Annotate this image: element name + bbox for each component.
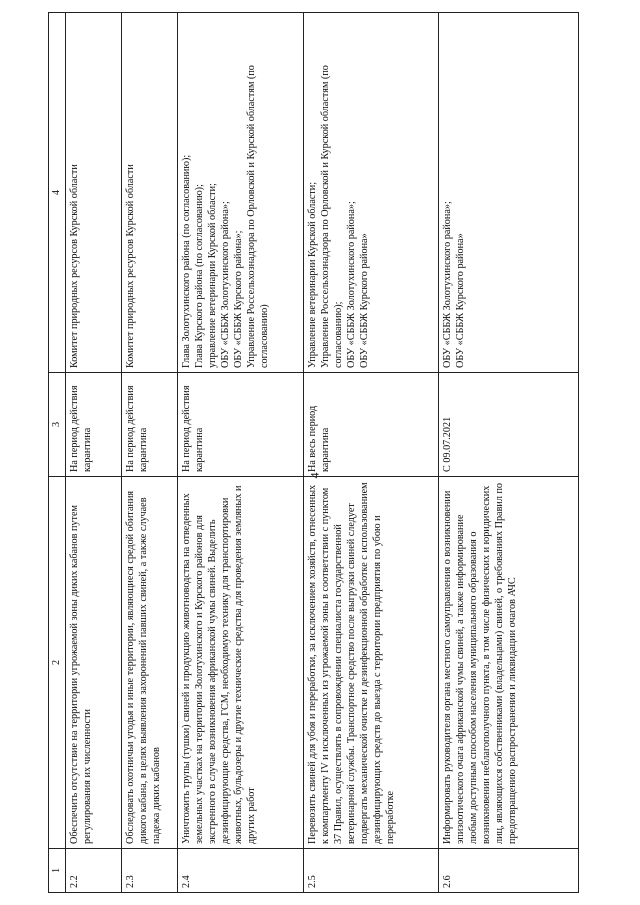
measure-description: Перевозить свиней для убоя и переработки, за исключением хозяйств, отнесенных к компартменту IV и исключенных из угрожаемой зоны в соответствии с пунктом 37 Правил, осуществлять в сопровождении специалиста государственной ветеринарной службы. Транспортное средство после выгрузки свиней следует подвергать механической очистке и дезинфекционной обработке с использованием дезинфицирующих средств до выезда с территории предприятия по убою и переработке: [304, 477, 439, 849]
measure-term: С 09.07.2021: [439, 373, 579, 477]
responsible-line: Комитет природных ресурсов Курской области: [125, 164, 136, 368]
row-number: 2.4: [178, 849, 304, 893]
measure-description: Обеспечить отсутствие на территории угрожаемой зоны диких кабанов путем регулирования их численности: [66, 477, 122, 849]
responsible-line: ОБУ «СББЖ Курского района»: [455, 233, 467, 368]
responsible-line: Глава Курского района (по согласованию);: [194, 184, 206, 368]
table-row: [66, 13, 122, 893]
measure-term: На весь период карантина: [304, 373, 439, 477]
table-row: [304, 13, 439, 893]
measure-responsible: [66, 13, 122, 373]
table-row: [178, 13, 304, 893]
responsible-line: Управление ветеринарии Курской области;: [307, 181, 318, 368]
measure-term: На период действия карантина: [66, 373, 122, 477]
row-number: 2.6: [439, 849, 579, 893]
header-col-3: 3: [49, 373, 66, 477]
responsible-line: управление ветеринарии Курской области;: [207, 183, 219, 368]
measure-term: На период действия карантина: [178, 373, 304, 477]
row-number: 2.3: [122, 849, 178, 893]
row-number: 2.2: [66, 849, 122, 893]
measure-description: Информировать руководителя органа местного самоуправления о возникновении эпизоотического очага африканской чумы свиней, а также информирование любым доступным способом населения муниципального образования о возникновении неблагополучного пункта, в том числе физических и юридических лиц, являющихся собственниками (владельцами) свиней, о требованиях Правил по предотвращению распространения и ликвидации очагов АЧС: [439, 477, 579, 849]
measure-description: Уничтожить трупы (тушки) свиней и продукцию животноводства на отведенных земельных участках на территории Золотухинского и Курского районов для экстренного в случае возникновения африканской чумы свиней. Выделить дезинфицирующие средства, ГСМ, необходимую технику для транспортировки животных, бульдозеры и другие технические средства для проведения земляных и других работ: [178, 477, 304, 849]
responsible-line: Управление Россельхознадзора по Орловской и Курской областям (по согласованию);: [320, 65, 345, 368]
measure-term: На период действия карантина: [122, 373, 178, 477]
table-header-row: [49, 13, 66, 893]
responsible-line: ОБУ «СББЖ Золотухинского района»;: [442, 201, 453, 368]
responsible-line: Глава Золотухинского района (по согласованию);: [181, 154, 192, 368]
measure-description: Обследовать охотничьи угодья и иные территории, являющиеся средой обитания дикого кабана, в целях выявления захоронений павших свиней, а также случаев падежа диких кабанов: [122, 477, 178, 849]
responsible-line: Комитет природных ресурсов Курской области: [69, 164, 80, 368]
measure-responsible: [304, 13, 439, 373]
measures-table: [48, 12, 579, 893]
row-number: 2.5: [304, 849, 439, 893]
rotated-table-wrapper: [48, 13, 608, 893]
responsible-line: Управление Россельхознадзора по Орловской и Курской областям (по согласованию): [246, 65, 271, 368]
table-row: [122, 13, 178, 893]
responsible-line: ОБУ «СББЖ Золотухинского района»;: [346, 201, 358, 368]
responsible-line: ОБУ «СББЖ Курского района»: [359, 233, 371, 368]
measure-responsible: [439, 13, 579, 373]
header-col-1: 1: [49, 849, 66, 893]
header-col-4: 4: [49, 13, 66, 373]
measure-responsible: [178, 13, 304, 373]
header-col-2: 2: [49, 477, 66, 849]
table-row: [439, 13, 579, 893]
responsible-line: ОБУ «СББЖ Золотухинского района»;: [220, 201, 232, 368]
page-number: 4: [307, 472, 322, 479]
responsible-line: ОБУ «СББЖ Курского района»;: [233, 230, 245, 368]
measure-responsible: [122, 13, 178, 373]
